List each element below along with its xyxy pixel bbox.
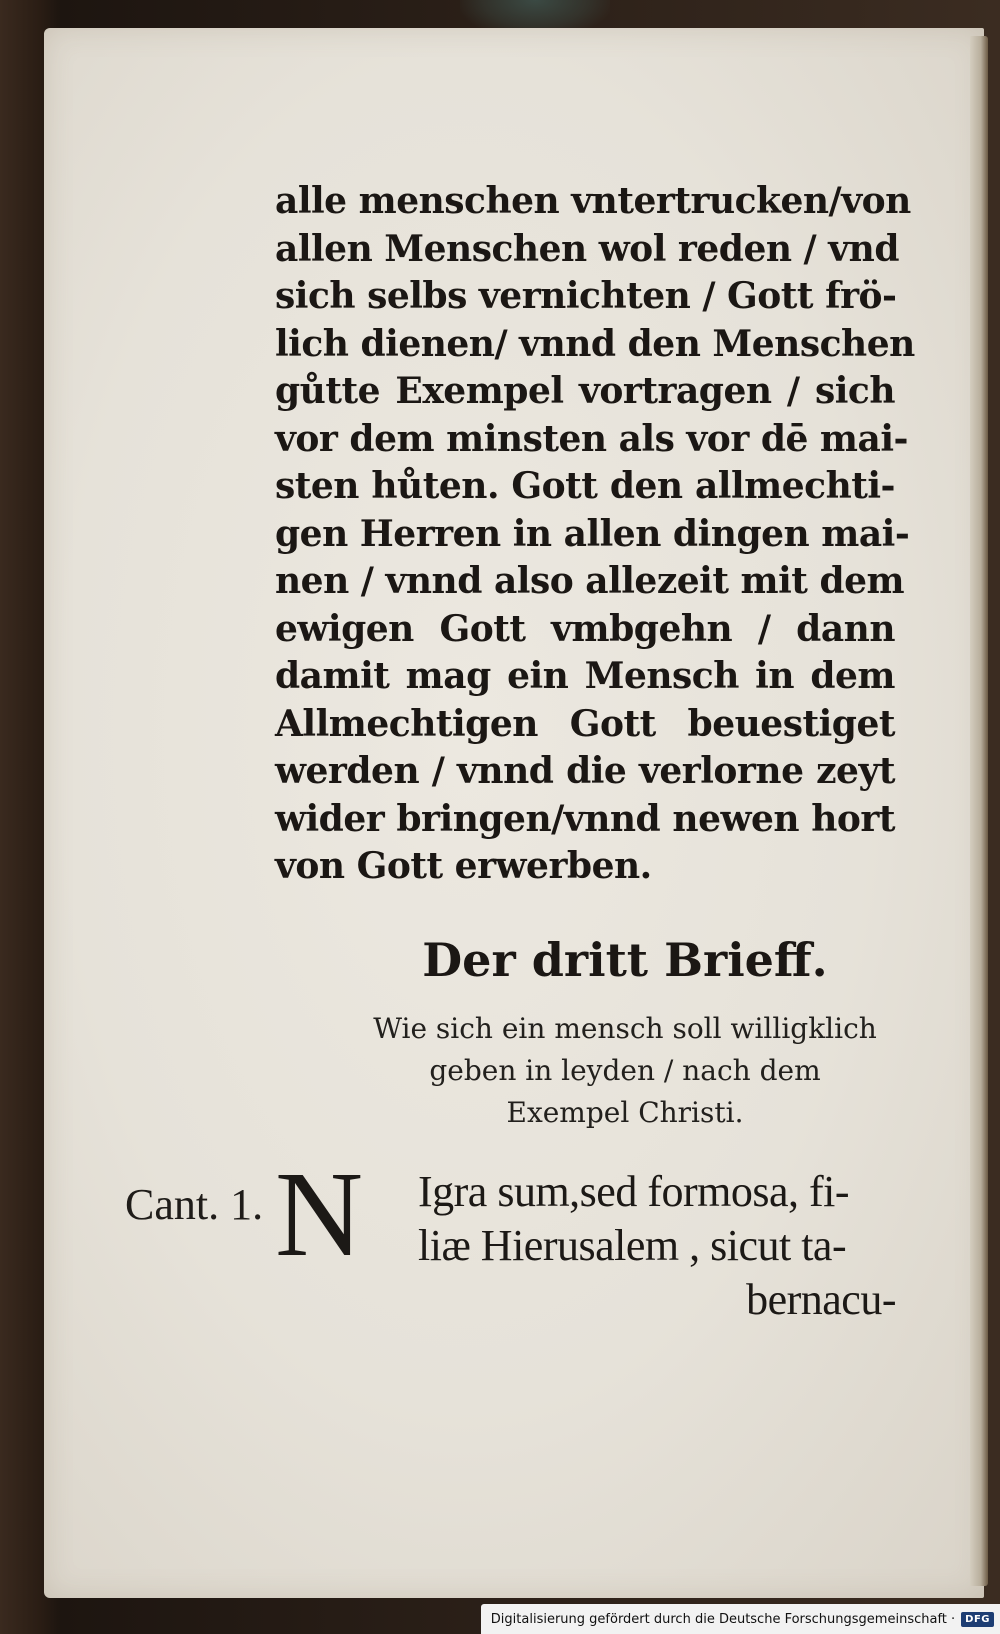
latin-line: Igra sum,sed formosa, fi-: [418, 1167, 850, 1216]
body-line: werden / vnnd die verlorne zeyt: [275, 750, 895, 792]
body-line: gen Herren in allen dingen mai-: [275, 512, 910, 555]
digitization-footer: [481, 1604, 1000, 1634]
latin-text: [418, 1165, 896, 1327]
footer-credit: Digitalisierung gefördert durch die Deutsche Forschungsgemeinschaft ·: [490, 1611, 956, 1627]
body-line: allen Menschen wol reden / vnd: [275, 227, 899, 270]
body-line: damit mag ein Mensch in dem: [275, 655, 895, 697]
body-line: Allmechtigen Gott beuestiget: [275, 702, 895, 745]
body-line: von Gott erwerben.: [275, 845, 652, 887]
drop-initial: N: [275, 1147, 364, 1282]
dfg-logo: DFG: [961, 1612, 994, 1627]
body-line: gůtte Exempel vortragen / sich: [275, 370, 895, 412]
body-line: lich dienen/ vnnd den Menschen: [275, 322, 915, 365]
body-line: ewigen Gott vmbgehn / dann: [275, 607, 895, 650]
body-text: [275, 178, 915, 891]
body-line: nen / vnnd also allezeit mit dem: [275, 560, 905, 602]
margin-reference: Cant. 1.: [125, 1180, 264, 1229]
chapter-subheading: [330, 1008, 920, 1134]
body-line: sten hůten. Gott den allmechti-: [275, 465, 895, 507]
page-edge: [970, 36, 988, 1586]
subheading-line: Exempel Christi.: [506, 1096, 744, 1129]
chapter-heading: Der dritt Brieff.: [422, 933, 828, 987]
body-line: wider bringen/vnnd newen hort: [275, 797, 895, 840]
subheading-line: Wie sich ein mensch soll willigklich: [373, 1012, 877, 1045]
latin-line: liæ Hierusalem , sicut ta-: [418, 1221, 847, 1270]
body-line: sich selbs vernichten / Gott frö-: [275, 275, 897, 317]
subheading-line: geben in leyden / nach dem: [429, 1054, 821, 1087]
body-line: vor dem minsten als vor dē mai-: [275, 417, 908, 460]
body-line: alle menschen vntertrucken/von: [275, 180, 911, 222]
latin-line: bernacu-: [746, 1275, 896, 1324]
